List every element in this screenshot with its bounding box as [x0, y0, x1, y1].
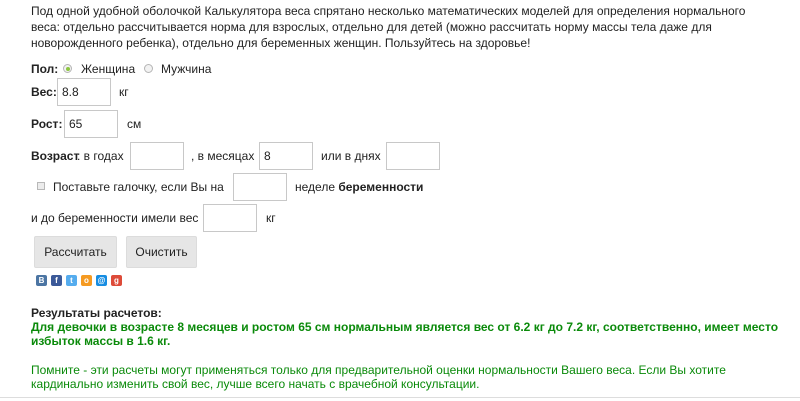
intro-line-1: Под одной удобной оболочкой Калькулятора веса спрятано несколько математических моделей для определения нормального — [31, 4, 746, 18]
pregnancy-week-input[interactable] — [233, 173, 287, 201]
results-note-2: кардинально изменить свой вес, лучше всего начать с врачебной консультации. — [31, 377, 480, 391]
age-days-input[interactable] — [386, 142, 440, 170]
pregnancy-week-label: неделе беременности — [295, 180, 424, 194]
height-label: Рост: — [31, 117, 63, 131]
height-input[interactable] — [64, 110, 118, 138]
age-years-input[interactable] — [130, 142, 184, 170]
gender-label: Пол: — [31, 62, 59, 76]
vk-share-icon[interactable]: В — [36, 275, 47, 286]
pre-weight-input[interactable] — [203, 204, 257, 232]
age-days-label: или в днях — [321, 149, 381, 163]
weight-unit: кг — [119, 85, 129, 99]
results-line-2: избыток массы в 1.6 кг. — [31, 334, 171, 348]
pregnancy-bold-label: беременности — [338, 180, 424, 194]
gender-female-radio[interactable] — [63, 64, 72, 73]
pregnancy-checkbox[interactable] — [37, 182, 45, 190]
mailru-share-icon[interactable]: @ — [97, 276, 106, 285]
results-line-1: Для девочки в возрасте 8 месяцев и ростом 65 см нормальным является вес от 6.2 кг до 7.2 кг, соответственно, имеет место — [31, 320, 779, 334]
results-note-1: Помните - эти расчеты могут применяться только для предварительной оценки нормальности Вашего веса. Если Вы хотите — [31, 363, 726, 377]
results-title: Результаты расчетов: — [31, 306, 162, 320]
intro-text — [31, 3, 791, 51]
intro-line-2: веса: отдельно рассчитывается норма для взрослых, отдельно для детей (можно рассчитать норму массы тела даже для — [31, 20, 712, 34]
google-plus-share-icon[interactable]: g — [111, 275, 122, 286]
age-years-label: : в годах — [77, 149, 124, 163]
age-label: Возраст — [31, 149, 80, 163]
age-months-label: , в месяцах — [191, 149, 255, 163]
weight-input[interactable] — [57, 78, 111, 106]
age-months-input[interactable] — [259, 142, 313, 170]
pregnancy-check-label: Поставьте галочку, если Вы на — [53, 180, 224, 194]
twitter-share-icon[interactable]: t — [66, 275, 77, 286]
pre-weight-label: и до беременности имели вес — [31, 211, 199, 225]
gender-female-label[interactable]: Женщина — [81, 62, 136, 76]
weight-label: Вес: — [31, 85, 57, 99]
gender-male-radio[interactable] — [144, 64, 153, 73]
height-unit: см — [127, 117, 142, 131]
calculate-button[interactable]: Рассчитать — [34, 236, 117, 268]
pre-weight-unit: кг — [266, 211, 276, 225]
clear-button[interactable]: Очистить — [126, 236, 197, 268]
intro-line-3: новорожденного ребенка), отдельно для беременных женщин. Пользуйтесь на здоровье! — [31, 36, 531, 50]
gender-male-label[interactable]: Мужчина — [161, 62, 212, 76]
facebook-share-icon[interactable]: f — [51, 275, 62, 286]
odnoklassniki-share-icon[interactable]: о — [81, 275, 92, 286]
bottom-divider — [0, 397, 800, 398]
